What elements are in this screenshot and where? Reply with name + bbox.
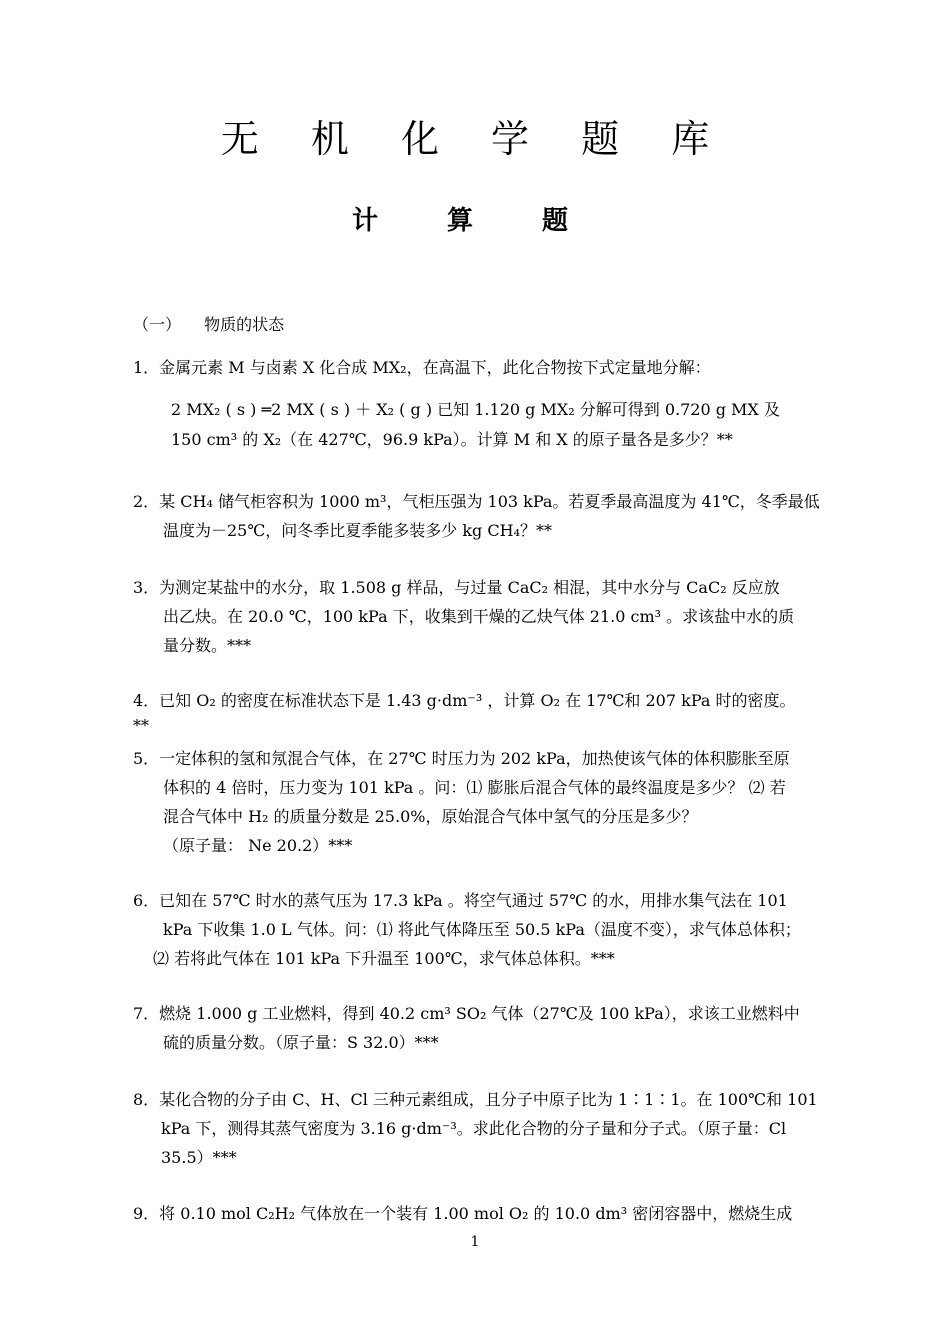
question-5 [133, 744, 901, 860]
question-line: 体积的 4 倍时，压力变为 101 kPa 。问：⑴ 膨胀后混合气体的最终温度是多少？ ⑵ 若 [163, 778, 786, 797]
question-9 [133, 1199, 901, 1228]
question-line: 150 cm³ 的 X₂（在 427℃，96.9 kPa）。计算 M 和 X 的原子量各是多少？** [171, 430, 733, 449]
question-line: 4．已知 O₂ 的密度在标准状态下是 1.43 g·dm⁻³ ，计算 O₂ 在 17℃和 207 kPa 时的密度。 [133, 691, 796, 710]
question-line: （原子量： Ne 20.2）*** [163, 836, 353, 855]
question-line: 1．金属元素 M 与卤素 X 化合成 MX₂，在高温下，此化合物按下式定量地分解： [133, 358, 711, 377]
question-line: 量分数。*** [163, 636, 252, 655]
question-line: 6．已知在 57℃ 时水的蒸气压为 17.3 kPa 。将空气通过 57℃ 的水，用排水集气法在 101 [133, 891, 788, 910]
question-line: 8．某化合物的分子由 C、H、Cl 三种元素组成，且分子中原子比为 1∶1∶1。在 100℃和 101 [133, 1090, 818, 1109]
question-6 [133, 886, 901, 973]
question-7 [133, 999, 901, 1057]
page-title: 无 机 化 学 题 库 [220, 117, 730, 161]
question-line: 3．为测定某盐中的水分，取 1.508 g 样品，与过量 CaC₂ 相混，其中水分与 CaC₂ 反应放 [133, 578, 780, 597]
question-2 [133, 487, 901, 545]
section-label: 物质的状态 [204, 315, 285, 334]
question-3 [133, 573, 901, 660]
question-line: 硫的质量分数。（原子量：S 32.0）*** [163, 1033, 439, 1052]
question-line: kPa 下，测得其蒸气密度为 3.16 g·dm⁻³。求此化合物的分子量和分子式。（原子量：Cl [161, 1119, 787, 1138]
question-line: 7．燃烧 1.000 g 工业燃料，得到 40.2 cm³ SO₂ 气体（27℃及 100 kPa），求该工业燃料中 [133, 1004, 800, 1023]
question-line: 2 MX₂ ( s ) ═2 MX ( s ) ＋ X₂ ( g ) 已知 1.120 g MX₂ 分解可得到 0.720 g MX 及 [171, 400, 780, 419]
question-8 [133, 1085, 901, 1172]
section-heading [133, 312, 284, 335]
question-line: kPa 下收集 1.0 L 气体。问：⑴ 将此气体降压至 50.5 kPa（温度不变），求气体总体积； [163, 920, 801, 939]
question-line: 2．某 CH₄ 储气柜容积为 1000 m³，气柜压强为 103 kPa。若夏季最高温度为 41℃，冬季最低 [133, 492, 820, 511]
question-line: 混合气体中 H₂ 的质量分数是 25.0%，原始混合气体中氢气的分压是多少？ [163, 807, 698, 826]
question-line: 出乙炔。在 20.0 ℃，100 kPa 下，收集到干燥的乙炔气体 21.0 cm³ 。求该盐中水的质 [163, 607, 795, 626]
question-line: 5．一定体积的氢和氖混合气体，在 27℃ 时压力为 202 kPa，加热使该气体的体积膨胀至原 [133, 749, 790, 768]
section-number: （一） [133, 315, 182, 334]
page-subtitle: 计 算 题 [351, 206, 599, 236]
question-1 [133, 353, 901, 454]
page-number: 1 [470, 1234, 480, 1250]
question-line: ** [133, 716, 149, 735]
question-line: 温度为－25℃，问冬季比夏季能多装多少 kg CH₄？** [163, 521, 552, 540]
question-line: 9．将 0.10 mol C₂H₂ 气体放在一个装有 1.00 mol O₂ 的 10.0 dm³ 密闭容器中，燃烧生成 [133, 1204, 793, 1223]
question-line: ⑵ 若将此气体在 101 kPa 下升温至 100℃，求气体总体积。*** [153, 949, 615, 968]
question-line: 35.5）*** [161, 1148, 237, 1167]
question-4 [133, 686, 901, 740]
